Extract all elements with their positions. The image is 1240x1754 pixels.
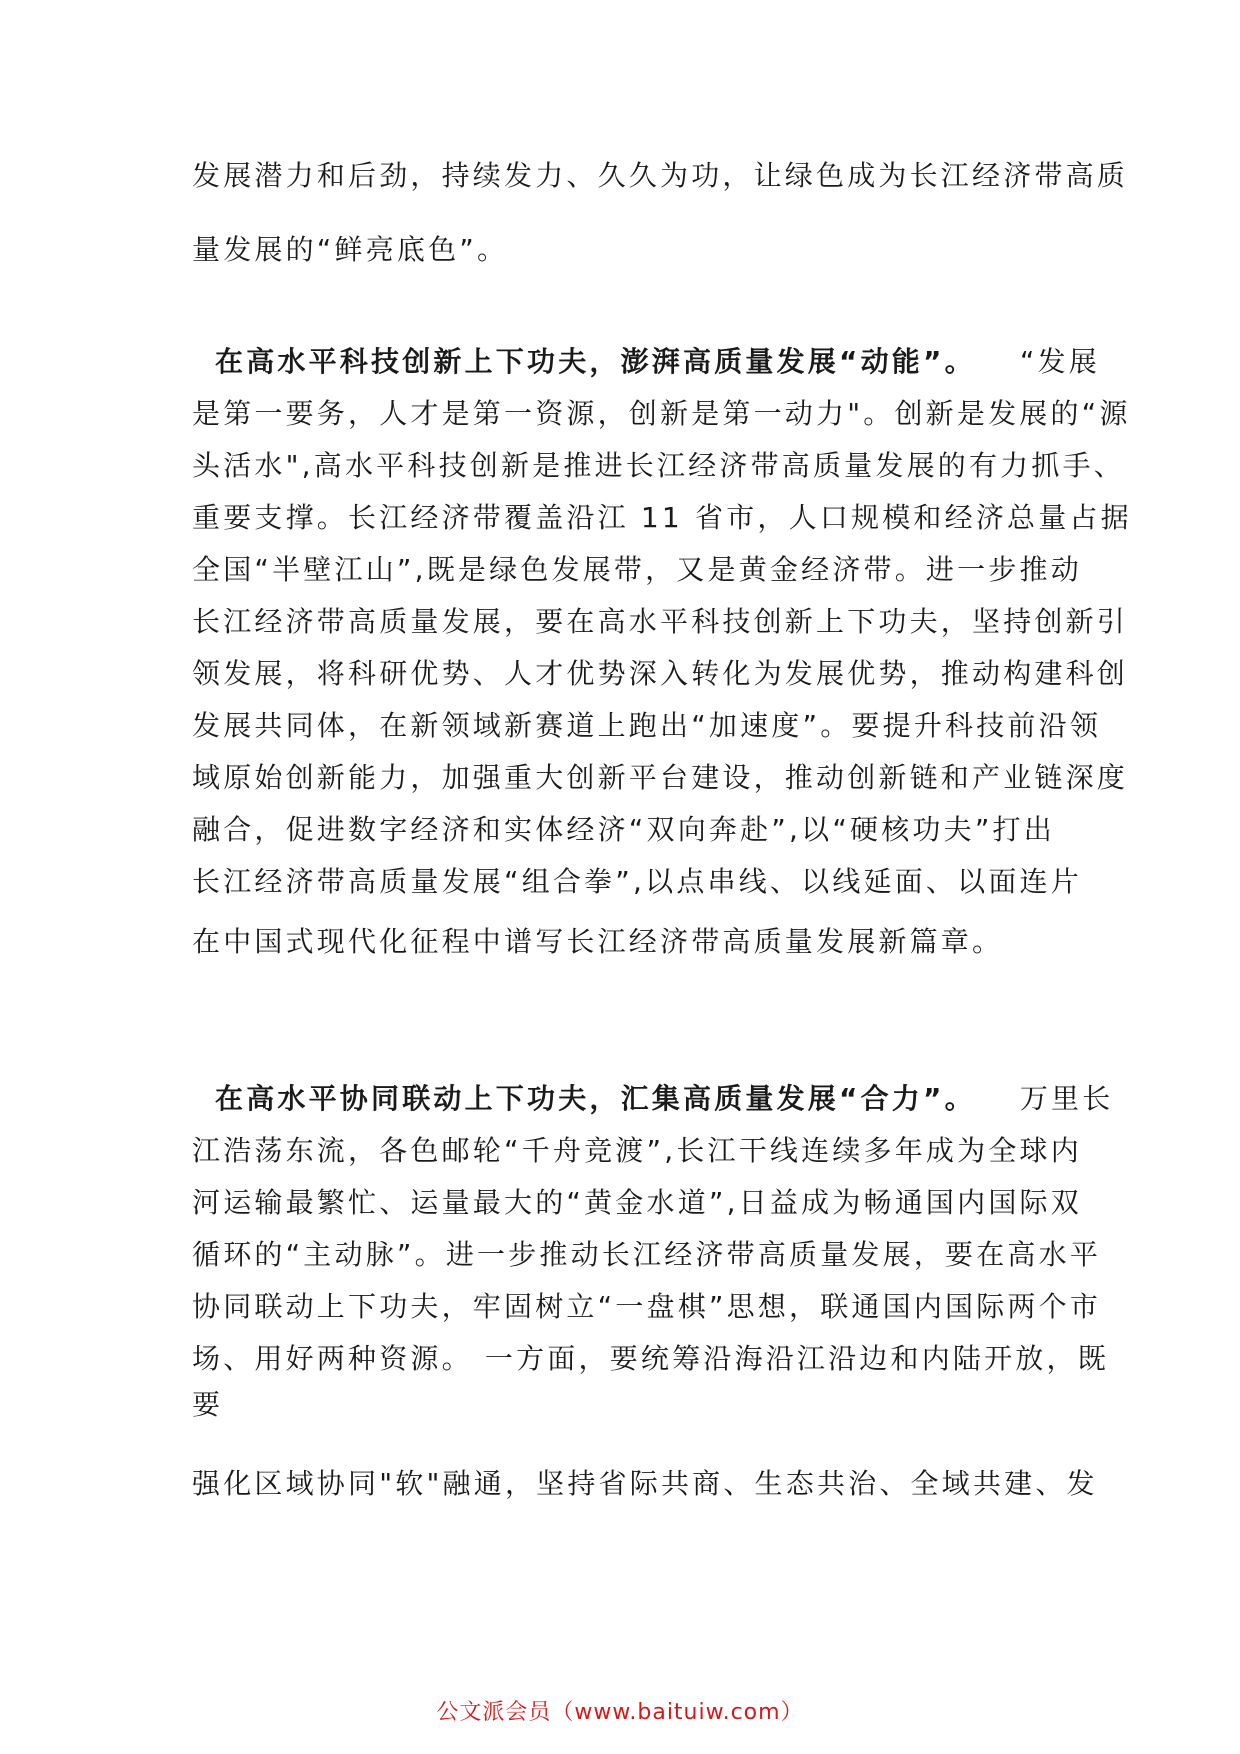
body-text-line: 循环的“主动脉”。进一步推动长江经济带高质量发展，要在高水平 — [192, 1238, 1102, 1271]
body-text-line: 河运输最繁忙、运量最大的“黄金水道”,日益成为畅通国内国际双 — [192, 1186, 1082, 1219]
body-text-line: 要 — [192, 1388, 224, 1421]
body-text: 万里长 — [1019, 1082, 1114, 1115]
paragraph-first-line — [215, 1081, 1113, 1117]
body-text-line: 全国“半壁江山”,既是绿色发展带，又是黄金经济带。进一步推动 — [192, 553, 1082, 586]
body-text-line: 发展潜力和后劲，持续发力、久久为功，让绿色成为长江经济带高质 — [192, 159, 1129, 192]
body-text-line: 长江经济带高质量发展，要在高水平科技创新上下功夫，坚持创新引 — [192, 605, 1129, 638]
section-heading: 在高水平协同联动上下功夫，汇集高质量发展“合力”。 — [215, 1082, 976, 1115]
body-text-line: 江浩荡东流，各色邮轮“千舟竞渡”,长江干线连续多年成为全球内 — [192, 1134, 1082, 1167]
paragraph-first-line — [215, 344, 1100, 380]
body-text-line: 融合，促进数字经济和实体经济“双向奔赴”,以“硬核功夫”打出 — [192, 813, 1055, 846]
body-text: “发展 — [1019, 345, 1100, 378]
body-text-line: 重要支撑。长江经济带覆盖沿江 11 省市，人口规模和经济总量占据 — [192, 501, 1132, 534]
body-text-line: 强化区域协同"软"融通，坚持省际共商、生态共治、全域共建、发 — [192, 1467, 1098, 1500]
body-text-line: 发展共同体，在新领域新赛道上跑出“加速度”。要提升科技前沿领 — [192, 709, 1102, 742]
body-text-line: 长江经济带高质量发展“组合拳”,以点串线、以线延面、以面连片 — [192, 865, 1082, 898]
body-text-line: 场、用好两种资源。 一方面，要统筹沿海沿江沿边和内陆开放，既 — [192, 1342, 1109, 1375]
body-text-line: 是第一要务，人才是第一资源，创新是第一动力"。创新是发展的“源 — [192, 397, 1131, 430]
body-text-line: 领发展，将科研优势、人才优势深入转化为发展优势，推动构建科创 — [192, 657, 1129, 690]
body-text-line: 协同联动上下功夫，牢固树立“一盘棋”思想，联通国内国际两个市 — [192, 1290, 1102, 1323]
body-text-line: 域原始创新能力，加强重大创新平台建设，推动创新链和产业链深度 — [192, 761, 1129, 794]
section-heading: 在高水平科技创新上下功夫，澎湃高质量发展“动能”。 — [215, 345, 976, 378]
body-text-line: 在中国式现代化征程中谱写长江经济带高质量发展新篇章。 — [192, 925, 1004, 958]
body-text-line: 头活水",高水平科技创新是推进长江经济带高质量发展的有力抓手、 — [192, 449, 1125, 482]
body-text-line: 量发展的“鲜亮底色”。 — [192, 233, 509, 266]
footer-watermark: 公文派会员（www.baituiw.com） — [436, 1700, 804, 1725]
